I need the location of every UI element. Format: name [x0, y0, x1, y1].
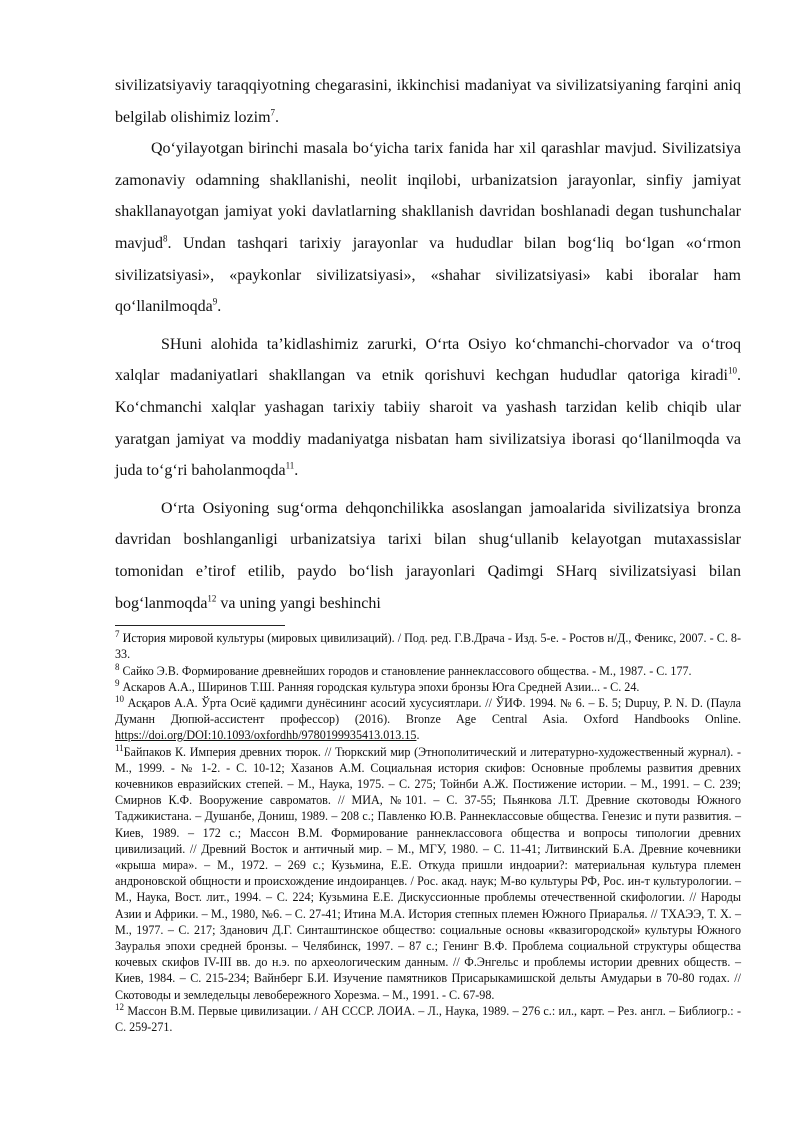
footnote-8 — [115, 663, 741, 679]
paragraph-tail: . — [275, 108, 280, 126]
paragraph-text: Qo‘yilayotgan birinchi masala bo‘yicha tarix fanida har xil qarashlar mavjud. Sivilizatsiya zamonaviy odamning shakllanishi, neolit inqilobi, urbanizatsion jarayonlar, sinfiy jamiyat shakllanayotgan jamiyat yoki davlatlarning shakllanish davridan boshlanadi degan tushunchalar mavjud — [115, 140, 741, 252]
paragraph-1 — [115, 70, 741, 133]
footnote-tail: . — [416, 728, 420, 743]
paragraph-tail: . — [217, 298, 222, 316]
footnote-9 — [115, 679, 741, 695]
footnote-7 — [115, 630, 741, 662]
footnote-ref-12[interactable]: 12 — [207, 593, 217, 604]
footnote-text: Сайко Э.В. Формирование древнейших городов и становление раннеклассового общества. - М., 1987. - С. 177. — [122, 663, 692, 678]
footnote-text: Аскаров А.А., Ширинов Т.Ш. Ранняя городская культура эпохи бронзы Юга Средней Азии... - С. 24. — [122, 679, 640, 694]
footnote-number: 10 — [115, 693, 124, 704]
paragraph-tail: . — [294, 462, 299, 480]
footnote-11 — [115, 744, 741, 1003]
paragraph-text: va uning yangi beshinchi — [216, 594, 381, 612]
paragraph-text: sivilizatsiyaviy taraqqiyotning chegarasini, ikkinchisi madaniyat va sivilizatsiyaning farqini aniq belgilab olishimiz lozim — [115, 77, 741, 126]
paragraph-2 — [115, 133, 741, 323]
paragraph-text: SHuni alohida ta’kidlashimiz zarurki, O‘rta Osiyo ko‘chmanchi-chorvador va o‘troq xalqlar madaniyatlari shakllangan va etnik qorishuvi kechgan hududlar qatoriga kiradi — [115, 335, 741, 385]
doi-link[interactable]: https://doi.org/DOI:10.1093/oxfordhb/9780199935413.013.15 — [115, 728, 417, 743]
paragraph-text: . Ko‘chmanchi xalqlar yashagan tarixiy tabiiy sharoit va yashash tarzidan kelib chiqib ular yaratgan jamiyat va moddiy madaniyatga nisbatan ham sivilizatsiya iborasi qo‘llanilmoqda va juda to‘g‘ri baholanmoqda — [115, 367, 741, 480]
footnote-ref-8[interactable]: 8 — [163, 233, 168, 244]
paragraph-4 — [115, 493, 741, 619]
footnote-text: Массон В.М. Первые цивилизации. / АН СССР. ЛОИА. – Л., Наука, 1989. – 276 с.: ил., карт. – Рез. англ. – Библиогр.: - С. 259-271. — [115, 1003, 741, 1034]
footnote-text: Асқаров А.А. Ўрта Осиё қадимги дунёсининг асосий хусусиятлари. // ЎИФ. 1994. № 6. – Б. 5; Dupuy, P. N. D. (Паула Думанн Дюпюй-ассистент профессор) (2016). Bronze Age Central Asia. Oxford Handbooks Online. — [115, 695, 741, 727]
footnotes — [115, 630, 741, 1035]
footnote-text: Байпаков К. Империя древних тюрок. // Тюркский мир (Этнополитический и литературно-художественный журнал). - М., 1999. - № 1-2. - С. 10-12; Хазанов А.М. Социальная история скифов: Основные проблемы развития древних кочевников евразийских степей. – М., Наука, 1975. – С. 275; Тойнби А.Ж. Постижение истории. – М., 1991. – С. 239; Смирнов К.Ф. Вооружение савроматов. // МИА, №101. – С. 37-55; Пьянкова Л.Т. Древние скотоводы Южного Таджикистана. – Душанбе, Дониш, 1989. – 208 с.; Павленко Ю.В. Раннеклассовые общества. Генезис и пути развития. – Киев, 1989. – 172 с.; Массон В.М. Формирование раннеклассовога общества и вопросы типологии древних цивилизаций. // Древний Восток и античный мир. – М., МГУ, 1980. – С. 11-41; Литвинский Б.А. Древние кочевники «крыша мира». – М., 1972. – 269 с.; Кузьмина, Е.Е. Откуда пришли индоарии?: материальная культура племен андроновской общности и происхождение индоиранцев. / Рос. акад. наук; М-во культуры РФ, Рос. ин-т культурологии. – М., Наука, Вост. лит., 1994. – С. 224; Кузьмина Е.Е. Дискуссионные проблемы отечественной скифологии. // Народы Азии и Африки. – М., 1980, №6. – С. 27-41; Итина М.А. История степных племен Южного Приаралья. // ТХАЭЭ, Т. Х. – М., 1977. – С. 217; Зданович Д.Г. Синташтинское общество: социальные основы «квазигородской» культуры Южного Зауралья эпохи средней бронзы. – Челябинск, 1997. – 87 с.; Генинг В.Ф. Проблема социальной структуры общества кочевых скифов IV-III вв. до н.э. по археологическим данным. // Ф.Энгельс и проблемы истории древних обществ. – Киев, 1984. – С. 215-234; Вайнберг Б.И. Изучение памятников Присарыкамишской дельты Амударьи в 70-80 годах. // Скотоводы и земледельцы левобережного Хорезма. – М., 1991. - С. 67-98. — [115, 744, 741, 1002]
footnote-separator — [115, 625, 285, 626]
footnote-ref-9[interactable]: 9 — [212, 296, 218, 307]
footnote-ref-11[interactable]: 11 — [285, 460, 295, 471]
paragraph-3 — [115, 329, 741, 487]
paragraph-text: . Undan tashqari tarixiy jarayonlar va hududlar bilan bog‘liq bo‘lgan «o‘rmon sivilizatsiyasi», «paykonlar sivilizatsiyasi», «shahar sivilizatsiyasi» kabi iboralar ham qo‘llanilmoqda — [115, 234, 741, 316]
main-text — [115, 70, 741, 619]
footnote-number: 8 — [115, 661, 120, 672]
paragraph-text: O‘rta Osiyoning sug‘orma dehqonchilikka asoslangan jamoalarida sivilizatsiya bronza davridan boshlanganligi urbanizatsiya tarixi bilan shug‘ullanib kelayotgan mutaxassislar tomonidan e’tirof etilib, paydo bo‘lish jarayonlari Qadimgi SHarq sivilizatsiyasi bilan bog‘lanmoqda — [115, 499, 741, 612]
footnote-ref-10[interactable]: 10 — [728, 366, 737, 377]
footnote-number: 11 — [115, 742, 124, 753]
footnote-number: 9 — [115, 677, 120, 688]
footnote-text: История мировой культуры (мировых цивилизаций). / Под. ред. Г.В.Драча - Изд. 5-е. - Ростов н/Д., Феникс, 2007. - С. 8-33. — [115, 631, 742, 662]
footnote-12 — [115, 1003, 741, 1035]
document-page — [115, 70, 741, 1035]
footnote-number: 7 — [115, 629, 120, 640]
footnote-10 — [115, 695, 741, 744]
footnote-number: 12 — [115, 1001, 124, 1012]
footnote-ref-7[interactable]: 7 — [270, 107, 276, 118]
